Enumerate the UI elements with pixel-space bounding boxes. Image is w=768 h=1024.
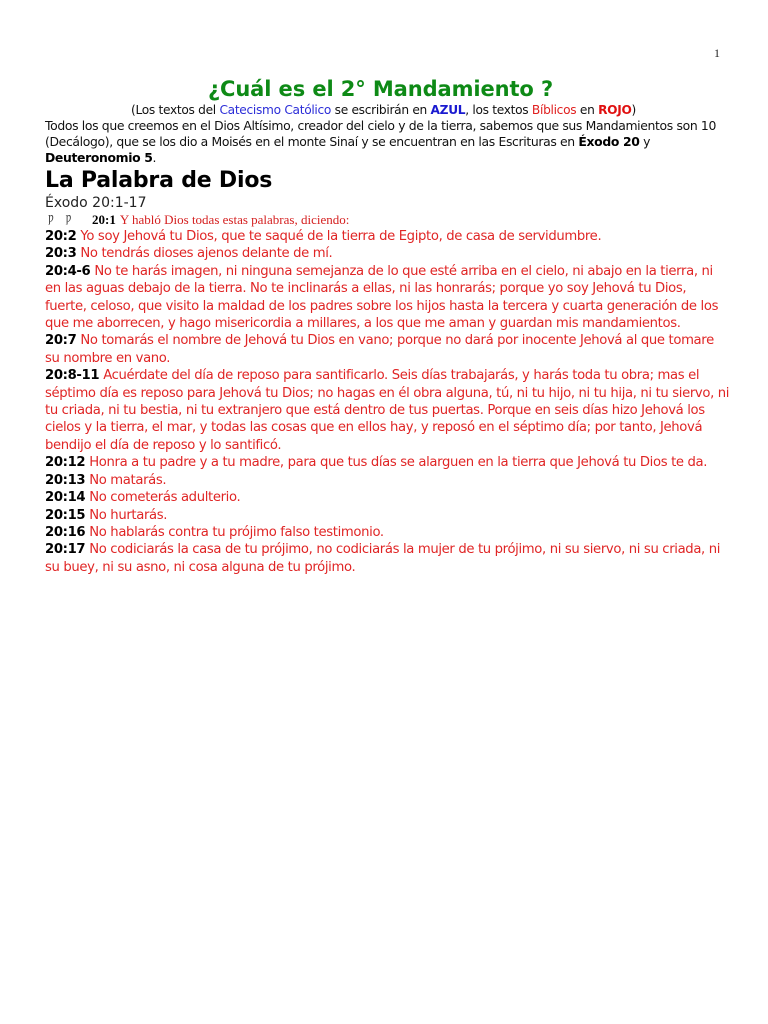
verse-20-12	[45, 454, 730, 471]
document-body	[45, 76, 730, 576]
verse-number: 20:15	[45, 507, 86, 523]
verse-20-1	[45, 212, 730, 228]
verse-text: No te harás imagen, ni ninguna semejanza de lo que esté arriba en el cielo, ni abajo en la tierra, ni en las aguas debajo de la tierra. No te inclinarás a ellas, ni las honrarás; porque yo soy Jehová tu Dios, fuerte, celoso, que visito la maldad de los padres sobre los hijos hasta la tercera y cuarta generación de los que me aborrecen, y hago misericordia a millares, a los que me aman y guardan mis mandamientos.	[45, 263, 719, 332]
document-title: ¿Cuál es el 2° Mandamiento ?	[207, 77, 554, 101]
legend-middle3: en	[576, 103, 599, 117]
verse-text: No matarás.	[89, 472, 167, 488]
verse-text: Y habló Dios todas estas palabras, diciendo:	[119, 212, 350, 227]
verse-20-8-11	[45, 367, 730, 454]
verse-text: No tomarás el nombre de Jehová tu Dios en vano; porque no dará por inocente Jehová al que tomare su nombre en vano.	[45, 333, 714, 366]
verse-text: No cometerás adulterio.	[89, 490, 241, 506]
page-number: 1	[714, 46, 720, 60]
verse-20-13	[45, 472, 730, 489]
intro-joiner: y	[639, 134, 651, 149]
legend-blue-word: AZUL	[430, 103, 466, 117]
legend-red-word: ROJO	[598, 103, 632, 117]
verse-number: 20:17	[45, 542, 86, 558]
legend-prefix: (Los textos del	[130, 103, 220, 117]
scripture-reference: Éxodo 20:1-17	[45, 195, 147, 211]
verse-20-7	[45, 332, 730, 367]
verse-number: 20:1	[92, 212, 116, 227]
verse-number: 20:14	[45, 490, 86, 506]
legend-biblical-label: Bíblicos	[531, 103, 577, 117]
verse-number: 20:16	[45, 524, 86, 540]
color-legend	[37, 102, 730, 118]
intro-paragraph	[45, 118, 730, 166]
legend-middle2: , los textos	[465, 103, 532, 117]
verse-number: 20:4-6	[45, 263, 91, 279]
legend-suffix: )	[631, 103, 636, 117]
verse-number: 20:8-11	[45, 368, 100, 384]
verse-text: No hablarás contra tu prójimo falso testimonio.	[89, 524, 384, 540]
verse-number: 20:2	[45, 229, 77, 244]
verse-text: No codiciarás la casa de tu prójimo, no codiciarás la mujer de tu prójimo, ni su siervo, ni su criada, ni su buey, ni su asno, ni cosa alguna de tu prójimo.	[45, 542, 721, 575]
verse-number: 20:3	[45, 246, 77, 262]
verse-20-4-6	[45, 263, 730, 333]
verse-20-3	[45, 245, 730, 262]
verse-20-2	[45, 228, 730, 245]
verse-text: No tendrás dioses ajenos delante de mí.	[80, 246, 333, 262]
verse-text: Honra a tu padre y a tu madre, para que tus días se alarguen en la tierra que Jehová tu Dios te da.	[89, 455, 708, 471]
intro-end: .	[152, 150, 157, 165]
intro-text: Todos los que creemos en el Dios Altísimo, creador del cielo y de la tierra, sabemos que sus Mandamientos son 10 (Decálogo), que se los dio a Moisés en el monte Sinaí y se encuentran en las Escrituras en	[45, 118, 716, 149]
intro-ref-exodo: Éxodo 20	[578, 134, 640, 149]
section-title: La Palabra de Dios	[45, 168, 273, 193]
legend-middle: se escribirán en	[331, 103, 431, 117]
bullet-marks-icon: Ƿ Ƿ	[48, 214, 72, 225]
intro-ref-deuteronomio: Deuteronomio 5	[45, 150, 153, 165]
verse-20-17	[45, 541, 730, 576]
verse-number: 20:12	[45, 455, 86, 471]
verse-text: Acuérdate del día de reposo para santificarlo. Seis días trabajarás, y harás toda tu obra; mas el séptimo día es reposo para Jehová tu Dios; no hagas en él obra alguna, tú, ni tu hijo, ni tu hija, ni tu siervo, ni tu criada, ni tu bestia, ni tu extranjero que está dentro de tus puertas. Porque en seis días hizo Jehová los cielos y la tierra, el mar, y todas las cosas que en ellos hay, y reposó en el séptimo día; por tanto, Jehová bendijo el día de reposo y lo santificó.	[45, 368, 730, 453]
verse-number: 20:13	[45, 472, 86, 488]
verse-text: No hurtarás.	[89, 507, 168, 523]
verse-number: 20:7	[45, 333, 77, 349]
verse-20-14	[45, 489, 730, 506]
legend-catechism-label: Catecismo Católico	[219, 103, 332, 117]
verse-text: Yo soy Jehová tu Dios, que te saqué de la tierra de Egipto, de casa de servidumbre.	[80, 229, 602, 244]
verse-20-15	[45, 507, 730, 524]
verse-20-16	[45, 524, 730, 541]
